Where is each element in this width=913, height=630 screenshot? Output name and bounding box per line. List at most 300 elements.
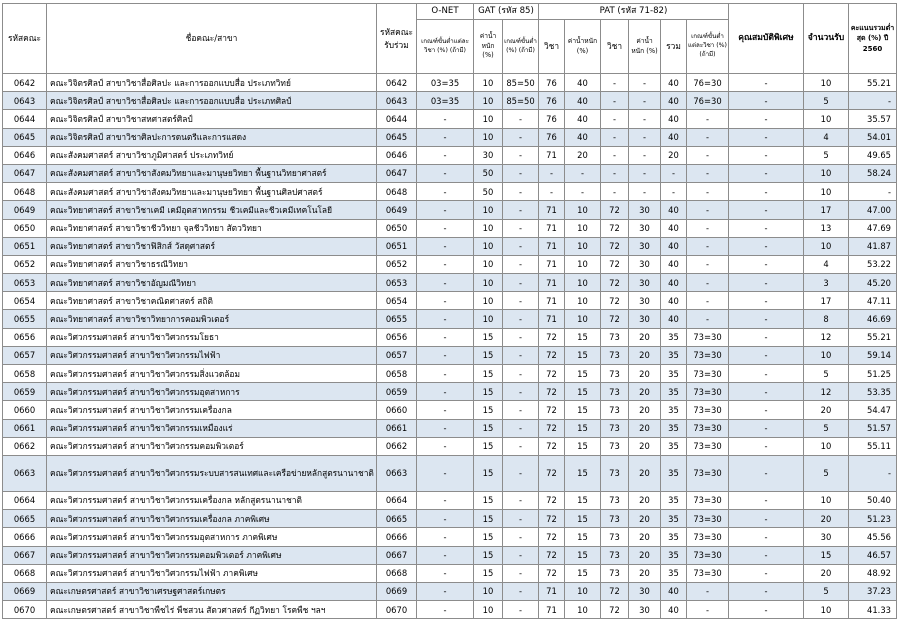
table-row (3, 274, 897, 292)
cell-receive-code: 0667 (377, 546, 417, 564)
cell-seats: 10 (804, 601, 849, 619)
cell-special: - (729, 491, 804, 509)
cell-pat-weight-1: 40 (565, 110, 601, 128)
header-code: รหัสคณะ (3, 4, 47, 74)
cell-pat-weight-1: - (565, 164, 601, 182)
cell-name: คณะวิศวกรรมศาสตร์ สาขาวิชาวิศวกรรมเหมืองแร่ (47, 419, 377, 437)
cell-pat-subject-1: 71 (539, 274, 565, 292)
cell-pat-weight-2: 30 (629, 219, 661, 237)
cell-pat-total: 35 (661, 564, 687, 582)
cell-special: - (729, 128, 804, 146)
cell-pat-total: 20 (661, 146, 687, 164)
cell-onet-min: - (417, 237, 474, 255)
cell-pat-min: - (687, 310, 729, 328)
cell-gat-weight: 10 (474, 201, 503, 219)
cell-onet-min: - (417, 292, 474, 310)
cell-code: 0662 (3, 437, 47, 455)
cell-pat-subject-2: - (601, 183, 629, 201)
cell-name: คณะวิจิตรศิลป์ สาขาวิชาสหศาสตร์ศิลป์ (47, 110, 377, 128)
cell-receive-code: 0666 (377, 528, 417, 546)
table-row (3, 219, 897, 237)
cell-pat-weight-2: - (629, 92, 661, 110)
cell-receive-code: 0669 (377, 582, 417, 600)
cell-pat-subject-2: 72 (601, 219, 629, 237)
cell-onet-min: - (417, 564, 474, 582)
cell-seats: 20 (804, 564, 849, 582)
header-receive-code: รหัสคณะรับร่วม (377, 4, 417, 74)
cell-pat-weight-1: 15 (565, 401, 601, 419)
header-pat-weight-2: ค่าน้ำหนัก (%) (629, 20, 661, 74)
cell-pat-subject-2: - (601, 164, 629, 182)
cell-pat-subject-1: 72 (539, 564, 565, 582)
cell-pat-subject-1: 76 (539, 128, 565, 146)
cell-special: - (729, 455, 804, 491)
cell-special: - (729, 437, 804, 455)
cell-pat-weight-1: 20 (565, 146, 601, 164)
cell-pat-subject-1: 72 (539, 419, 565, 437)
cell-name: คณะวิศวกรรมศาสตร์ สาขาวิชาวิศวกรรมเครื่องกล หลักสูตรนานาชาติ (47, 491, 377, 509)
cell-pat-weight-1: - (565, 183, 601, 201)
cell-gat-min: 85=50 (503, 74, 539, 92)
table-row (3, 582, 897, 600)
table-row (3, 92, 897, 110)
cell-pat-subject-2: 73 (601, 455, 629, 491)
cell-special: - (729, 274, 804, 292)
cell-onet-min: - (417, 346, 474, 364)
cell-pat-subject-1: 72 (539, 365, 565, 383)
cell-pat-weight-2: 20 (629, 564, 661, 582)
table-row (3, 201, 897, 219)
cell-min-score: 53.22 (849, 255, 897, 273)
cell-gat-min: - (503, 601, 539, 619)
header-pat-total: รวม (661, 20, 687, 74)
cell-gat-weight: 10 (474, 74, 503, 92)
cell-pat-min: - (687, 601, 729, 619)
cell-pat-min: - (687, 146, 729, 164)
cell-gat-min: - (503, 383, 539, 401)
cell-min-score: 55.11 (849, 437, 897, 455)
admission-criteria-document (2, 3, 897, 619)
cell-pat-total: 35 (661, 346, 687, 364)
cell-pat-total: 40 (661, 201, 687, 219)
cell-pat-min: 73=30 (687, 455, 729, 491)
cell-pat-weight-2: 20 (629, 401, 661, 419)
header-name: ชื่อคณะ/สาขา (47, 4, 377, 74)
cell-pat-subject-2: 73 (601, 328, 629, 346)
cell-code: 0654 (3, 292, 47, 310)
cell-onet-min: - (417, 383, 474, 401)
table-row (3, 601, 897, 619)
cell-code: 0644 (3, 110, 47, 128)
cell-receive-code: 0657 (377, 346, 417, 364)
cell-name: คณะวิทยาศาสตร์ สาขาวิชาเคมี เคมีอุตสาหกรรม ชีวเคมีและชีวเคมีเทคโนโลยี (47, 201, 377, 219)
cell-onet-min: - (417, 183, 474, 201)
cell-pat-weight-2: 20 (629, 365, 661, 383)
cell-onet-min: - (417, 274, 474, 292)
cell-name: คณะวิจิตรศิลป์ สาขาวิชาสื่อศิลปะ และการออกแบบสื่อ ประเภทศิลป์ (47, 92, 377, 110)
cell-pat-subject-2: 73 (601, 383, 629, 401)
cell-gat-min: - (503, 146, 539, 164)
cell-gat-weight: 10 (474, 292, 503, 310)
cell-seats: 10 (804, 110, 849, 128)
cell-pat-weight-1: 10 (565, 219, 601, 237)
cell-gat-min: 85=50 (503, 92, 539, 110)
cell-gat-min: - (503, 528, 539, 546)
cell-pat-min: 73=30 (687, 383, 729, 401)
table-row (3, 310, 897, 328)
cell-receive-code: 0645 (377, 128, 417, 146)
cell-pat-subject-1: - (539, 164, 565, 182)
cell-name: คณะวิศวกรรมศาสตร์ สาขาวิชาวิศวกรรมสิ่งแวดล้อม (47, 365, 377, 383)
cell-special: - (729, 74, 804, 92)
cell-min-score: 53.35 (849, 383, 897, 401)
cell-receive-code: 0647 (377, 164, 417, 182)
cell-receive-code: 0663 (377, 455, 417, 491)
cell-special: - (729, 564, 804, 582)
cell-pat-subject-1: 72 (539, 437, 565, 455)
cell-gat-weight: 15 (474, 491, 503, 509)
cell-pat-min: - (687, 219, 729, 237)
cell-pat-weight-1: 10 (565, 255, 601, 273)
cell-pat-subject-1: 76 (539, 110, 565, 128)
cell-name: คณะวิทยาศาสตร์ สาขาวิชาธรณีวิทยา (47, 255, 377, 273)
cell-name: คณะวิทยาศาสตร์ สาขาวิชาคณิตศาสตร์ สถิติ (47, 292, 377, 310)
cell-pat-subject-2: - (601, 146, 629, 164)
cell-pat-subject-2: 73 (601, 401, 629, 419)
cell-seats: 10 (804, 491, 849, 509)
cell-pat-min: 73=30 (687, 419, 729, 437)
cell-special: - (729, 401, 804, 419)
cell-pat-total: 40 (661, 310, 687, 328)
cell-receive-code: 0642 (377, 74, 417, 92)
cell-name: คณะวิศวกรรมศาสตร์ สาขาวิชาวิศวกรรมโยธา (47, 328, 377, 346)
cell-seats: 5 (804, 365, 849, 383)
cell-pat-subject-1: 72 (539, 401, 565, 419)
header-special: คุณสมบัติพิเศษ (729, 4, 804, 74)
header-pat-subject-2: วิชา (601, 20, 629, 74)
cell-pat-subject-2: 72 (601, 274, 629, 292)
cell-code: 0666 (3, 528, 47, 546)
cell-pat-total: 40 (661, 582, 687, 600)
cell-gat-min: - (503, 419, 539, 437)
cell-pat-weight-2: - (629, 183, 661, 201)
cell-seats: 5 (804, 455, 849, 491)
cell-gat-weight: 15 (474, 346, 503, 364)
cell-seats: 10 (804, 346, 849, 364)
cell-code: 0658 (3, 365, 47, 383)
cell-seats: 10 (804, 74, 849, 92)
cell-pat-min: 73=30 (687, 491, 729, 509)
cell-pat-subject-1: 72 (539, 528, 565, 546)
header-pat-weight-1: ค่าน้ำหนัก (%) (565, 20, 601, 74)
cell-onet-min: - (417, 582, 474, 600)
cell-receive-code: 0655 (377, 310, 417, 328)
cell-onet-min: - (417, 510, 474, 528)
cell-pat-weight-2: 20 (629, 346, 661, 364)
cell-pat-subject-2: 73 (601, 419, 629, 437)
cell-gat-min: - (503, 455, 539, 491)
cell-receive-code: 0650 (377, 219, 417, 237)
cell-gat-min: - (503, 546, 539, 564)
cell-onet-min: - (417, 128, 474, 146)
cell-pat-min: - (687, 237, 729, 255)
table-row (3, 437, 897, 455)
cell-min-score: 35.57 (849, 110, 897, 128)
cell-pat-subject-2: 73 (601, 437, 629, 455)
table-row (3, 528, 897, 546)
cell-onet-min: - (417, 146, 474, 164)
cell-gat-min: - (503, 183, 539, 201)
cell-gat-min: - (503, 255, 539, 273)
cell-pat-weight-1: 40 (565, 128, 601, 146)
cell-onet-min: - (417, 110, 474, 128)
cell-gat-weight: 30 (474, 146, 503, 164)
cell-pat-subject-1: 71 (539, 219, 565, 237)
cell-pat-weight-2: 20 (629, 455, 661, 491)
cell-seats: 20 (804, 401, 849, 419)
table-row (3, 292, 897, 310)
cell-gat-weight: 15 (474, 328, 503, 346)
cell-pat-total: - (661, 183, 687, 201)
cell-gat-weight: 10 (474, 601, 503, 619)
cell-pat-weight-1: 15 (565, 510, 601, 528)
cell-seats: 10 (804, 437, 849, 455)
cell-special: - (729, 328, 804, 346)
cell-special: - (729, 365, 804, 383)
cell-min-score: 41.33 (849, 601, 897, 619)
cell-pat-min: 73=30 (687, 564, 729, 582)
cell-pat-weight-2: 20 (629, 383, 661, 401)
cell-pat-total: 40 (661, 92, 687, 110)
cell-pat-subject-2: 72 (601, 310, 629, 328)
cell-pat-weight-1: 15 (565, 383, 601, 401)
cell-pat-total: 35 (661, 419, 687, 437)
cell-min-score: 37.23 (849, 582, 897, 600)
cell-pat-total: 35 (661, 365, 687, 383)
cell-pat-min: 73=30 (687, 528, 729, 546)
cell-pat-weight-1: 40 (565, 92, 601, 110)
cell-onet-min: - (417, 164, 474, 182)
cell-min-score: 49.65 (849, 146, 897, 164)
cell-gat-weight: 10 (474, 274, 503, 292)
cell-pat-min: 73=30 (687, 510, 729, 528)
cell-pat-subject-2: - (601, 110, 629, 128)
cell-name: คณะวิศวกรรมศาสตร์ สาขาวิชาวิศวกรรมคอมพิวเตอร์ (47, 437, 377, 455)
cell-pat-total: 40 (661, 601, 687, 619)
cell-pat-min: 73=30 (687, 401, 729, 419)
header-onet-min: เกณฑ์ขั้นต่ำแต่ละวิชา (%) (ถ้ามี) (417, 20, 474, 74)
cell-pat-weight-1: 10 (565, 292, 601, 310)
cell-gat-min: - (503, 564, 539, 582)
cell-onet-min: 03=35 (417, 74, 474, 92)
table-row (3, 346, 897, 364)
cell-pat-subject-2: 72 (601, 582, 629, 600)
header-onet: O-NET (417, 4, 474, 20)
cell-onet-min: - (417, 455, 474, 491)
cell-pat-min: 76=30 (687, 74, 729, 92)
cell-gat-weight: 15 (474, 546, 503, 564)
cell-special: - (729, 255, 804, 273)
cell-min-score: 54.01 (849, 128, 897, 146)
cell-special: - (729, 110, 804, 128)
cell-pat-total: - (661, 164, 687, 182)
cell-pat-total: 35 (661, 455, 687, 491)
cell-gat-weight: 15 (474, 419, 503, 437)
cell-pat-weight-2: 30 (629, 201, 661, 219)
cell-code: 0665 (3, 510, 47, 528)
cell-pat-subject-1: 71 (539, 146, 565, 164)
cell-gat-weight: 15 (474, 401, 503, 419)
table-row (3, 164, 897, 182)
cell-onet-min: - (417, 528, 474, 546)
table-row (3, 328, 897, 346)
header-seats: จำนวนรับ (804, 4, 849, 74)
cell-special: - (729, 582, 804, 600)
cell-code: 0670 (3, 601, 47, 619)
cell-pat-subject-1: 71 (539, 601, 565, 619)
cell-pat-weight-2: 30 (629, 292, 661, 310)
cell-special: - (729, 201, 804, 219)
cell-code: 0659 (3, 383, 47, 401)
cell-code: 0661 (3, 419, 47, 437)
header-min-score: คะแนนรวมต่ำสุด (%) ปี 2560 (849, 4, 897, 74)
cell-pat-weight-1: 15 (565, 455, 601, 491)
cell-receive-code: 0664 (377, 491, 417, 509)
cell-onet-min: - (417, 437, 474, 455)
cell-pat-subject-1: 76 (539, 74, 565, 92)
table-header (3, 4, 897, 74)
cell-pat-total: 40 (661, 74, 687, 92)
cell-pat-min: 73=30 (687, 546, 729, 564)
cell-pat-subject-1: 72 (539, 491, 565, 509)
header-pat: PAT (รหัส 71-82) (539, 4, 729, 20)
cell-gat-weight: 15 (474, 455, 503, 491)
cell-pat-subject-1: 71 (539, 582, 565, 600)
cell-gat-weight: 15 (474, 437, 503, 455)
cell-seats: 13 (804, 219, 849, 237)
cell-min-score: 51.57 (849, 419, 897, 437)
cell-pat-weight-2: 30 (629, 310, 661, 328)
cell-gat-min: - (503, 346, 539, 364)
cell-name: คณะสังคมศาสตร์ สาขาวิชาภูมิศาสตร์ ประเภทวิทย์ (47, 146, 377, 164)
cell-pat-weight-2: 30 (629, 255, 661, 273)
cell-pat-min: 73=30 (687, 328, 729, 346)
cell-gat-weight: 10 (474, 110, 503, 128)
cell-seats: 5 (804, 419, 849, 437)
cell-name: คณะวิทยาศาสตร์ สาขาวิชาวิทยาการคอมพิวเตอร์ (47, 310, 377, 328)
cell-pat-subject-2: 73 (601, 346, 629, 364)
table-row (3, 401, 897, 419)
cell-min-score: 51.23 (849, 510, 897, 528)
cell-seats: 5 (804, 146, 849, 164)
cell-name: คณะสังคมศาสตร์ สาขาวิชาสังคมวิทยาและมานุษยวิทยา พื้นฐานวิทยาศาสตร์ (47, 164, 377, 182)
cell-special: - (729, 546, 804, 564)
cell-special: - (729, 601, 804, 619)
cell-receive-code: 0661 (377, 419, 417, 437)
cell-pat-weight-2: 30 (629, 274, 661, 292)
cell-gat-weight: 50 (474, 183, 503, 201)
cell-code: 0663 (3, 455, 47, 491)
cell-onet-min: - (417, 255, 474, 273)
table-row (3, 564, 897, 582)
cell-pat-weight-2: 20 (629, 528, 661, 546)
cell-name: คณะเกษตรศาสตร์ สาขาวิชาเศรษฐศาสตร์เกษตร (47, 582, 377, 600)
cell-seats: 8 (804, 310, 849, 328)
cell-pat-min: - (687, 128, 729, 146)
cell-pat-total: 40 (661, 292, 687, 310)
cell-seats: 3 (804, 274, 849, 292)
cell-name: คณะวิศวกรรมศาสตร์ สาขาวิชาวิศวกรรมไฟฟ้า (47, 346, 377, 364)
cell-pat-subject-1: 71 (539, 255, 565, 273)
cell-pat-subject-2: 73 (601, 491, 629, 509)
cell-onet-min: - (417, 601, 474, 619)
header-gat: GAT (รหัส 85) (474, 4, 539, 20)
cell-seats: 15 (804, 546, 849, 564)
cell-code: 0656 (3, 328, 47, 346)
cell-seats: 17 (804, 292, 849, 310)
cell-onet-min: - (417, 546, 474, 564)
cell-pat-weight-1: 15 (565, 365, 601, 383)
cell-gat-min: - (503, 292, 539, 310)
cell-onet-min: - (417, 401, 474, 419)
cell-code: 0649 (3, 201, 47, 219)
cell-pat-weight-2: - (629, 128, 661, 146)
cell-receive-code: 0652 (377, 255, 417, 273)
cell-seats: 12 (804, 328, 849, 346)
cell-onet-min: - (417, 328, 474, 346)
cell-name: คณะวิศวกรรมศาสตร์ สาขาวิชาวิศวกรรมไฟฟ้า ภาคพิเศษ (47, 564, 377, 582)
header-pat-min: เกณฑ์ขั้นต่ำแต่ละวิชา (%) (ถ้ามี) (687, 20, 729, 74)
cell-pat-total: 35 (661, 491, 687, 509)
cell-receive-code: 0662 (377, 437, 417, 455)
cell-pat-total: 35 (661, 437, 687, 455)
cell-code: 0667 (3, 546, 47, 564)
cell-pat-subject-2: 72 (601, 601, 629, 619)
cell-gat-weight: 10 (474, 310, 503, 328)
cell-gat-weight: 15 (474, 383, 503, 401)
cell-pat-weight-1: 10 (565, 310, 601, 328)
cell-receive-code: 0653 (377, 274, 417, 292)
table-row (3, 255, 897, 273)
cell-code: 0642 (3, 74, 47, 92)
cell-pat-subject-2: 73 (601, 510, 629, 528)
cell-special: - (729, 419, 804, 437)
cell-min-score: 54.47 (849, 401, 897, 419)
table-row (3, 146, 897, 164)
cell-name: คณะสังคมศาสตร์ สาขาวิชาสังคมวิทยาและมานุษยวิทยา พื้นฐานศิลปศาสตร์ (47, 183, 377, 201)
cell-gat-min: - (503, 110, 539, 128)
cell-pat-weight-1: 10 (565, 274, 601, 292)
cell-seats: 30 (804, 528, 849, 546)
cell-pat-min: - (687, 255, 729, 273)
header-gat-weight: ค่าน้ำหนัก (%) (474, 20, 503, 74)
cell-name: คณะวิจิตรศิลป์ สาขาวิชาศิลปะการดนตรีและการแสดง (47, 128, 377, 146)
cell-name: คณะวิศวกรรมศาสตร์ สาขาวิชาวิศวกรรมเครื่องกล (47, 401, 377, 419)
cell-pat-total: 40 (661, 255, 687, 273)
cell-pat-subject-1: 72 (539, 328, 565, 346)
cell-seats: 5 (804, 582, 849, 600)
cell-name: คณะเกษตรศาสตร์ สาขาวิชาพืชไร่ พืชสวน สัตวศาสตร์ กีฏวิทยา โรคพืช ฯลฯ (47, 601, 377, 619)
cell-min-score: 47.00 (849, 201, 897, 219)
cell-pat-weight-1: 10 (565, 601, 601, 619)
cell-gat-min: - (503, 401, 539, 419)
cell-name: คณะวิทยาศาสตร์ สาขาวิชาฟิสิกส์ วัสดุศาสตร์ (47, 237, 377, 255)
cell-pat-subject-2: 72 (601, 201, 629, 219)
cell-special: - (729, 164, 804, 182)
cell-code: 0648 (3, 183, 47, 201)
cell-special: - (729, 310, 804, 328)
cell-pat-weight-2: - (629, 74, 661, 92)
